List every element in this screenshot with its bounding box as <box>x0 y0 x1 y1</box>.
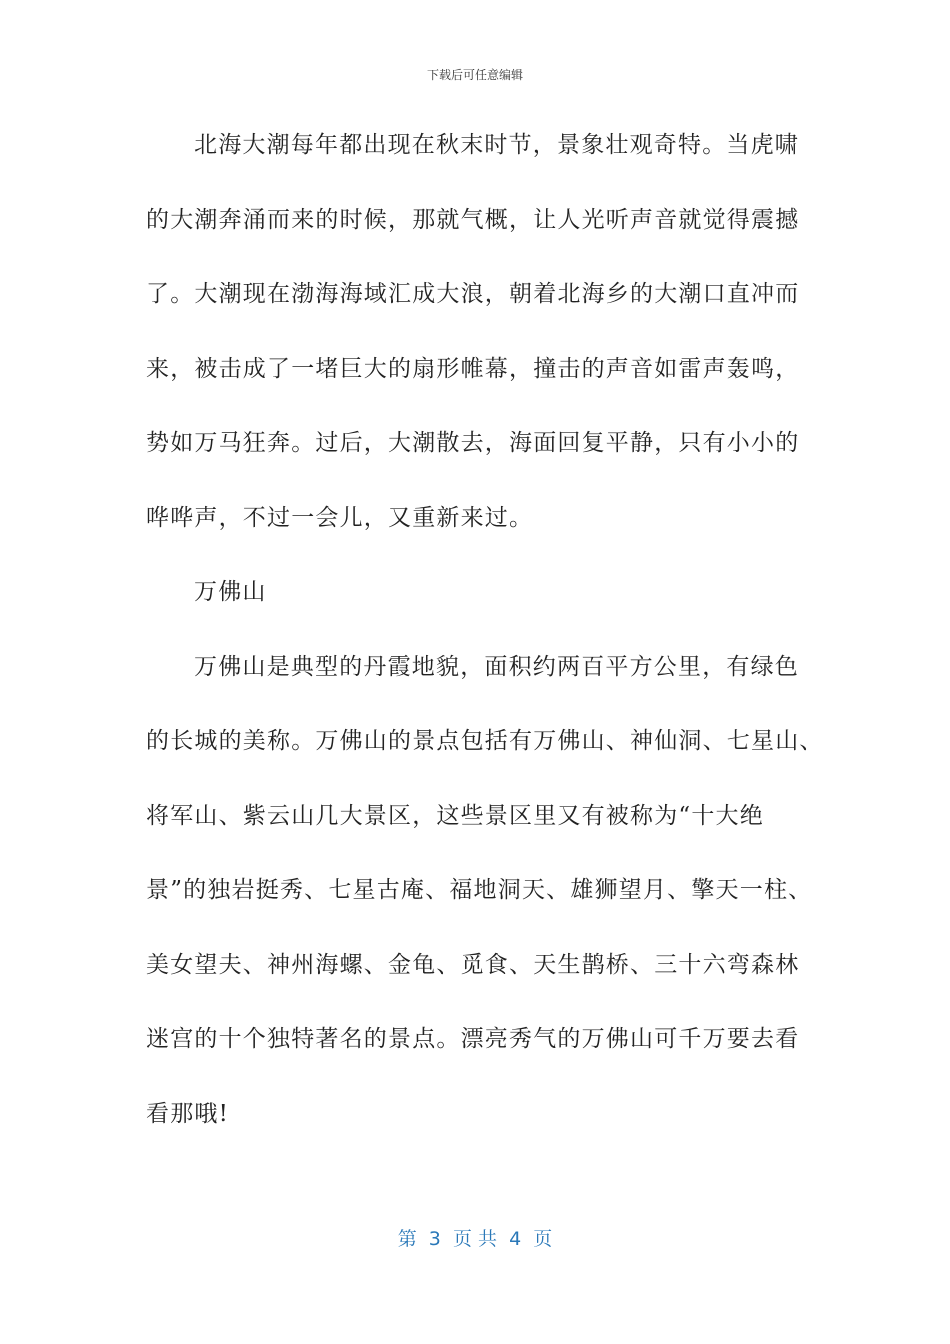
text-line: 北海大潮每年都出现在秋末时节，景象壮观奇特。当虎啸 <box>194 132 799 158</box>
text-line: 景”的独岩挺秀、七星古庵、福地洞天、雄狮望月、擎天一柱、 <box>146 877 813 903</box>
document-body <box>146 118 824 1161</box>
section-heading: 万佛山 <box>194 579 267 605</box>
text-line: 看那哦! <box>146 1100 230 1127</box>
text-line: 的长城的美称。万佛山的景点包括有万佛山、神仙洞、七星山、 <box>146 728 824 754</box>
text-line: 势如万马狂奔。过后，大潮散去，海面回复平静，只有小小的 <box>146 430 800 456</box>
text-line: 美女望夫、神州海螺、金龟、觅食、天生鹊桥、三十六弯森林 <box>146 951 800 978</box>
text-line: 迷宫的十个独特著名的景点。漂亮秀气的万佛山可千万要去看 <box>146 1026 800 1052</box>
text-line: 的大潮奔涌而来的时候，那就气概，让人光听声音就觉得震撼 <box>146 206 800 233</box>
text-line: 万佛山是典型的丹霞地貌，面积约两百平方公里，有绿色 <box>194 653 799 680</box>
text-line: 哗哗声，不过一会儿，又重新来过。 <box>146 504 534 531</box>
text-line: 了。大潮现在渤海海域汇成大浪，朝着北海乡的大潮口直冲而 <box>146 281 800 307</box>
header-note: 下载后可任意编辑 <box>426 68 523 82</box>
text-line: 将军山、紫云山几大景区，这些景区里又有被称为“十大绝 <box>146 802 764 829</box>
text-line: 来，被击成了一堵巨大的扇形帷幕，撞击的声音如雷声轰鸣， <box>146 355 800 382</box>
page-number: 第 3 页 共 4 页 <box>397 1228 553 1250</box>
